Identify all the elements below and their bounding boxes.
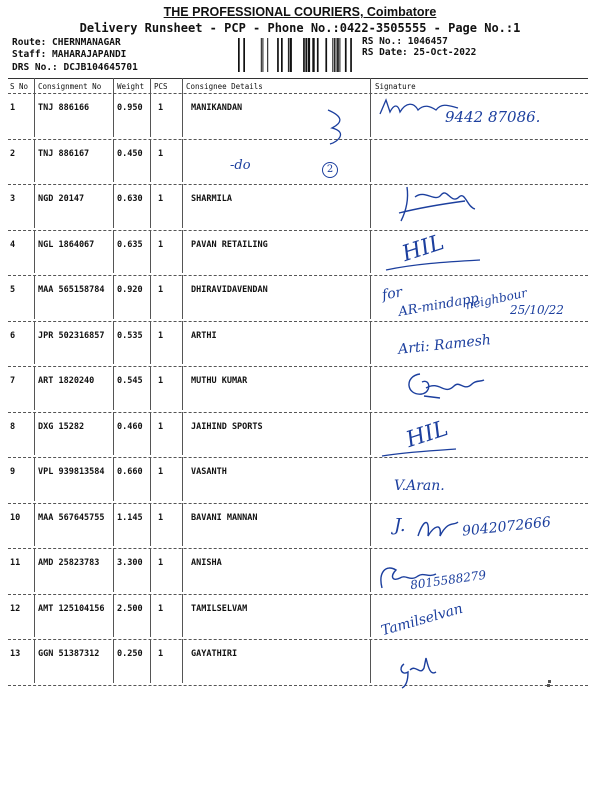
signature-stroke [395,183,485,225]
signature-stroke [400,366,490,406]
col-divider [370,139,371,183]
col-divider [182,139,183,183]
cell-sno: 2 [10,148,16,159]
cell-sno: 13 [10,649,21,659]
col-divider [34,275,35,319]
col-divider [34,503,35,547]
cell-consignment-no: ART 1820240 [38,376,95,386]
cell-weight: 0.630 [117,194,143,204]
col-divider [182,78,183,93]
cell-weight: 0.535 [117,330,143,341]
runsheet-subtitle: Delivery Runsheet - PCP - Phone No.:0422-3505555 - Page No.:1 [79,21,521,35]
cell-consignment-no: TNJ 886166 [38,103,90,113]
cell-pcs: 1 [158,330,164,341]
col-divider [113,78,114,93]
col-divider [34,78,35,93]
cell-weight: 0.950 [117,103,143,113]
col-divider [150,230,151,274]
cell-pcs: 1 [158,603,164,614]
handwritten-hil-r4: HIL [399,230,448,267]
handwritten-phone-r1: 9442 87086. [445,108,541,126]
cell-pcs: 1 [158,558,164,568]
col-divider [150,139,151,183]
cell-weight: 1.145 [117,512,143,523]
col-divider [150,548,151,592]
cell-sno: 3 [10,194,16,204]
barcode-bar [317,38,319,72]
row-separator [8,685,588,686]
col-divider [150,93,151,137]
rs-number: RS No.: 1046457 [362,36,448,47]
col-divider [34,412,35,456]
cell-pcs: 1 [158,194,164,204]
cell-consignee: ANISHA [191,558,222,568]
route-label: Route: CHERNMANAGAR [12,37,121,48]
cell-consignment-no: TNJ 886167 [38,148,90,159]
col-divider [34,457,35,501]
col-divider [370,184,371,228]
cell-consignment-no: DXG 15282 [38,421,85,432]
barcode-bar [336,38,337,72]
row-separator [8,366,588,367]
cell-consignee: ARTHI [191,330,217,341]
col-divider [150,503,151,547]
handwritten-neighbour: neighbour [464,285,529,313]
col-divider [150,78,151,93]
barcode-bar [261,38,262,72]
col-divider [34,548,35,592]
cell-consignee: DHIRAVIDAVENDAN [191,285,268,295]
barcode-bar [277,38,279,72]
cell-pcs: 1 [158,376,164,386]
row-separator [8,594,588,595]
cell-weight: 2.500 [117,603,143,614]
col-divider [370,275,371,319]
handwritten-ditto: -do [230,158,251,173]
col-divider [182,639,183,683]
barcode-bar [312,38,314,72]
col-divider [34,230,35,274]
cell-consignment-no: MAA 567645755 [38,512,105,523]
cell-consignment-no: AMT 125104156 [38,603,105,614]
col-divider [182,321,183,365]
col-divider [150,639,151,683]
handwritten-for: for [380,284,404,304]
barcode-bar [339,38,340,72]
col-divider [113,275,114,319]
cell-consignee: GAYATHIRI [191,649,238,659]
col-divider [370,78,371,93]
cell-pcs: 1 [158,649,164,659]
cell-pcs: 1 [158,421,164,432]
cell-sno: 9 [10,467,16,477]
col-divider [34,184,35,228]
barcode-bar [332,38,333,72]
cell-consignee: TAMILSELVAM [191,603,248,614]
cell-sno: 11 [10,558,21,568]
cell-sno: 12 [10,603,21,614]
cell-consignment-no: NGD 20147 [38,194,85,204]
cell-consignment-no: GGN 51387312 [38,649,100,659]
col-divider [182,184,183,228]
handwritten-name-r5: AR-mindapp [397,291,480,320]
row-separator [8,139,588,140]
handwritten-name-r9: V.Aran. [394,478,445,494]
col-divider [113,503,114,547]
cell-pcs: 1 [158,285,164,295]
row-separator [8,184,588,185]
col-divider [113,321,114,365]
col-divider [113,639,114,683]
cell-consignee: JAIHIND SPORTS [191,421,263,432]
cell-consignment-no: VPL 939813584 [38,467,105,477]
col-divider [150,275,151,319]
col-divider [150,321,151,365]
col-divider [34,639,35,683]
barcode-bar [281,38,283,72]
cell-consignee: MUTHU KUMAR [191,376,248,386]
handwritten-name-r12: Tamilselvan [379,600,465,640]
col-header-consignee: Consignee Details [186,82,263,91]
cell-pcs: 1 [158,512,164,523]
col-divider [113,230,114,274]
cell-weight: 0.920 [117,285,143,295]
col-divider [370,503,371,547]
row-separator [8,230,588,231]
cell-sno: 1 [10,103,16,113]
cell-consignee: VASANTH [191,467,227,477]
row-separator [8,412,588,413]
cell-weight: 0.660 [117,467,143,477]
cell-consignee: SHARMILA [191,194,232,204]
cell-sno: 10 [10,512,21,523]
col-divider [34,594,35,638]
cell-sno: 4 [10,239,16,250]
col-divider [370,366,371,410]
cell-weight: 0.635 [117,239,143,250]
barcode-bar [305,38,307,72]
cell-pcs: 1 [158,103,164,113]
barcode-bar [325,38,327,72]
col-divider [34,321,35,365]
col-header-signature: Signature [375,82,416,91]
table-top-rule [8,78,588,79]
signature-stroke [414,512,464,546]
handwritten-date-r5: 25/10/22 [510,303,564,317]
header-bottom-rule [8,93,588,94]
barcode-bar [308,38,310,72]
cell-sno: 7 [10,376,16,386]
col-divider [370,594,371,638]
col-divider [113,594,114,638]
row-separator [8,503,588,504]
col-divider [182,594,183,638]
col-divider [150,412,151,456]
drs-number: DRS No.: DCJB104645701 [12,62,138,73]
cell-consignment-no: MAA 565158784 [38,285,105,295]
row-separator [8,548,588,549]
barcode-bar [345,38,347,72]
handwritten-phone-r11: 8015588279 [409,567,487,593]
col-header-sno: S No [10,82,29,91]
cell-sno: 5 [10,285,16,295]
col-divider [150,184,151,228]
handwritten-initial-r10: J. [394,515,406,536]
signature-stroke [318,104,358,148]
staff-label: Staff: MAHARAJAPANDI [12,49,127,60]
cell-weight: 0.250 [117,649,143,659]
cell-sno: 6 [10,330,16,341]
col-divider [113,412,114,456]
cell-pcs: 1 [158,239,164,250]
signature-stroke [384,260,484,272]
cell-weight: 0.460 [117,421,143,432]
scan-speck [547,684,550,687]
cell-consignment-no: AMD 25823783 [38,558,100,568]
row-separator [8,321,588,322]
col-divider [113,184,114,228]
barcode-image [238,38,356,72]
col-divider [182,275,183,319]
col-divider [182,503,183,547]
col-divider [113,457,114,501]
barcode-bar [238,38,240,72]
cell-consignment-no: NGL 1864067 [38,239,95,250]
col-divider [370,548,371,592]
signature-stroke [380,448,460,458]
row-separator [8,457,588,458]
cell-weight: 0.545 [117,376,143,386]
col-divider [113,93,114,137]
col-divider [370,321,371,365]
col-divider [182,412,183,456]
col-header-consignment: Consignment No [38,82,102,91]
col-divider [182,548,183,592]
barcode-bar [267,38,268,72]
col-header-pcs: PCS [154,82,168,91]
col-divider [370,230,371,274]
col-divider [370,412,371,456]
barcode-bar [243,38,245,72]
barcode-bar [334,38,335,72]
cell-consignee: PAVAN RETAILING [191,239,268,250]
row-separator [8,639,588,640]
col-header-weight: Weight [117,82,145,91]
barcode-bar [303,38,305,72]
row-separator [8,275,588,276]
col-divider [150,366,151,410]
col-divider [113,139,114,183]
cell-consignee: MANIKANDAN [191,103,243,113]
signature-stroke [396,654,446,690]
scan-speck [548,680,551,683]
col-divider [113,366,114,410]
col-divider [182,230,183,274]
barcode-bar [262,38,263,72]
col-divider [150,457,151,501]
col-divider [34,366,35,410]
col-divider [182,457,183,501]
cell-consignment-no: JPR 502316857 [38,330,105,341]
company-title: THE PROFESSIONAL COURIERS, Coimbatore [163,5,437,19]
barcode-bar [288,38,289,72]
cell-consignee: BAVANI MANNAN [191,512,258,523]
col-divider [34,93,35,137]
rs-date: RS Date: 25-Oct-2022 [362,47,477,58]
cell-weight: 3.300 [117,558,143,568]
col-divider [182,93,183,137]
handwritten-hil-r8: HIL [403,416,452,453]
col-divider [182,366,183,410]
cell-pcs: 1 [158,467,164,477]
col-divider [370,457,371,501]
cell-sno: 8 [10,421,16,432]
barcode-bar [290,38,292,72]
col-divider [370,93,371,137]
barcode-bar [350,38,352,72]
col-divider [370,639,371,683]
handwritten-circled-mark: 2 [322,162,338,178]
cell-pcs: 1 [158,148,164,159]
col-divider [113,548,114,592]
handwritten-name-r6: Arti: Ramesh [397,332,492,358]
cell-weight: 0.450 [117,148,143,159]
barcode-bar [337,38,339,72]
col-divider [34,139,35,183]
col-divider [150,594,151,638]
handwritten-phone-r10: 9042072666 [461,514,552,540]
